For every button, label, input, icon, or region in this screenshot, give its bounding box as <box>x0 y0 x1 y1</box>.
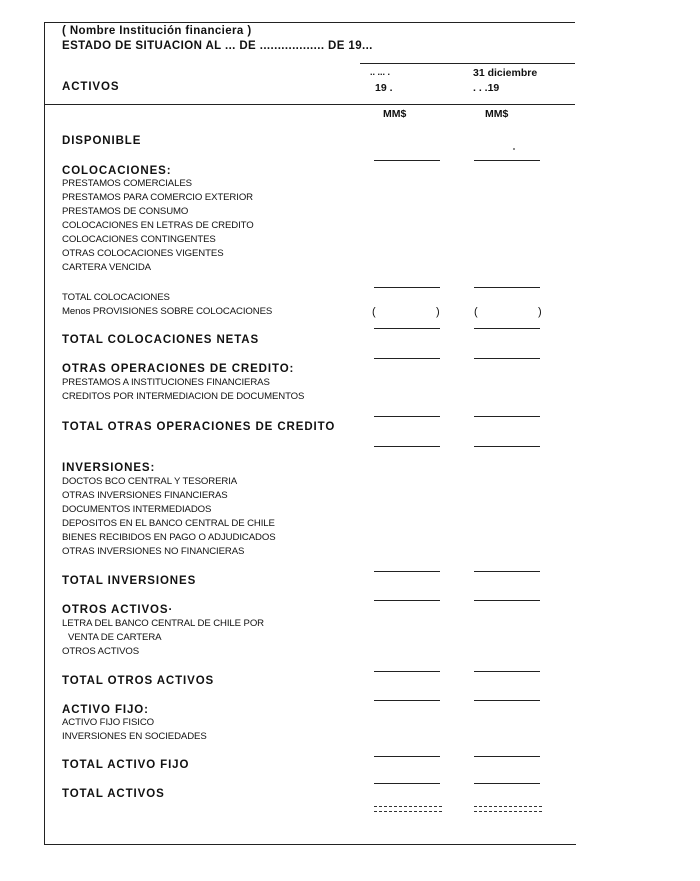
list-item: COLOCACIONES CONTINGENTES <box>62 234 216 245</box>
total-inversiones-label: TOTAL INVERSIONES <box>62 575 197 587</box>
disponible-col2-line <box>474 160 540 161</box>
list-item: COLOCACIONES EN LETRAS DE CREDITO <box>62 220 254 231</box>
netas-col1-line <box>374 358 440 359</box>
list-item: OTRAS INVERSIONES NO FINANCIERAS <box>62 546 245 557</box>
total-colocaciones-netas-label: TOTAL COLOCACIONES NETAS <box>62 334 260 346</box>
col1-date-line1: .. ... . <box>370 67 391 77</box>
list-item: DOCUMENTOS INTERMEDIADOS <box>62 504 212 515</box>
list-item: OTROS ACTIVOS <box>62 646 140 657</box>
otros-col2-line <box>474 671 540 672</box>
otros-col1-line <box>374 671 440 672</box>
institution-name: ( Nombre Institución financiera ) <box>62 25 252 37</box>
otras-col1-line <box>374 416 440 417</box>
total-activo-fijo-label: TOTAL ACTIVO FIJO <box>62 759 190 771</box>
list-item: OTRAS COLOCACIONES VIGENTES <box>62 248 224 259</box>
column-header-rule <box>360 63 575 64</box>
total-otros-col1-line <box>374 700 440 701</box>
total-inversiones-col1-line <box>374 600 440 601</box>
list-item: ACTIVO FIJO FISICO <box>62 717 155 728</box>
top-rule <box>44 22 575 23</box>
list-item: DEPOSITOS EN EL BANCO CENTRAL DE CHILE <box>62 518 275 529</box>
activo-fijo-heading: ACTIVO FIJO: <box>62 704 149 716</box>
list-item: PRESTAMOS DE CONSUMO <box>62 206 189 217</box>
col2-date-line2: . . .19 <box>473 82 500 94</box>
speck <box>513 148 515 150</box>
disponible-label: DISPONIBLE <box>62 135 142 147</box>
total-fijo-col1-line <box>374 783 440 784</box>
col2-unit: MM$ <box>485 108 509 120</box>
total-otras-operaciones-label: TOTAL OTRAS OPERACIONES DE CREDITO <box>62 421 336 433</box>
total-otros-col2-line <box>474 700 540 701</box>
otras-operaciones-heading: OTRAS OPERACIONES DE CREDITO: <box>62 363 295 375</box>
list-item: PRESTAMOS PARA COMERCIO EXTERIOR <box>62 192 254 203</box>
list-item: CREDITOS POR INTERMEDIACION DE DOCUMENTOS <box>62 391 305 402</box>
provisiones-label: Menos PROVISIONES SOBRE COLOCACIONES <box>62 306 273 317</box>
total-colocaciones-label: TOTAL COLOCACIONES <box>62 292 170 303</box>
total-inversiones-col2-line <box>474 600 540 601</box>
list-item: PRESTAMOS COMERCIALES <box>62 178 192 189</box>
provisiones-col1-line <box>374 328 440 329</box>
list-item: INVERSIONES EN SOCIEDADES <box>62 731 207 742</box>
inversiones-col2-line <box>474 571 540 572</box>
list-item: VENTA DE CARTERA <box>68 632 162 643</box>
list-item: OTRAS INVERSIONES FINANCIERAS <box>62 490 228 501</box>
colocaciones-col1-line <box>374 287 440 288</box>
list-item: PRESTAMOS A INSTITUCIONES FINANCIERAS <box>62 377 270 388</box>
inversiones-col1-line <box>374 571 440 572</box>
total-activos-col1-double-rule <box>374 806 442 812</box>
col2-paren-open: ( <box>474 306 478 318</box>
total-activos-label: TOTAL ACTIVOS <box>62 788 165 800</box>
activo-fijo-col2-line <box>474 756 540 757</box>
col2-paren-close: ) <box>538 306 542 318</box>
col1-paren-open: ( <box>372 306 376 318</box>
otros-activos-heading: OTROS ACTIVOS· <box>62 604 174 616</box>
units-rule <box>44 104 575 105</box>
otras-col2-line <box>474 416 540 417</box>
total-fijo-col2-line <box>474 783 540 784</box>
col2-date-line1: 31 diciembre <box>473 67 538 79</box>
inversiones-heading: INVERSIONES: <box>62 462 156 474</box>
activos-heading: ACTIVOS <box>62 81 120 93</box>
col1-date-line2: 19 . <box>375 82 393 94</box>
list-item: LETRA DEL BANCO CENTRAL DE CHILE POR <box>62 618 265 629</box>
list-item: BIENES RECIBIDOS EN PAGO O ADJUDICADOS <box>62 532 276 543</box>
list-item: DOCTOS BCO CENTRAL Y TESORERIA <box>62 476 238 487</box>
total-otras-col2-line <box>474 446 540 447</box>
provisiones-col2-line <box>474 328 540 329</box>
colocaciones-heading: COLOCACIONES: <box>62 165 172 177</box>
total-otras-col1-line <box>374 446 440 447</box>
activo-fijo-col1-line <box>374 756 440 757</box>
netas-col2-line <box>474 358 540 359</box>
total-otros-activos-label: TOTAL OTROS ACTIVOS <box>62 675 215 687</box>
colocaciones-col2-line <box>474 287 540 288</box>
statement-title: ESTADO DE SITUACION AL ... DE .................. DE 19... <box>62 40 373 52</box>
col1-unit: MM$ <box>383 108 407 120</box>
disponible-col1-line <box>374 160 440 161</box>
total-activos-col2-double-rule <box>474 806 542 812</box>
col1-paren-close: ) <box>436 306 440 318</box>
list-item: CARTERA VENCIDA <box>62 262 151 273</box>
